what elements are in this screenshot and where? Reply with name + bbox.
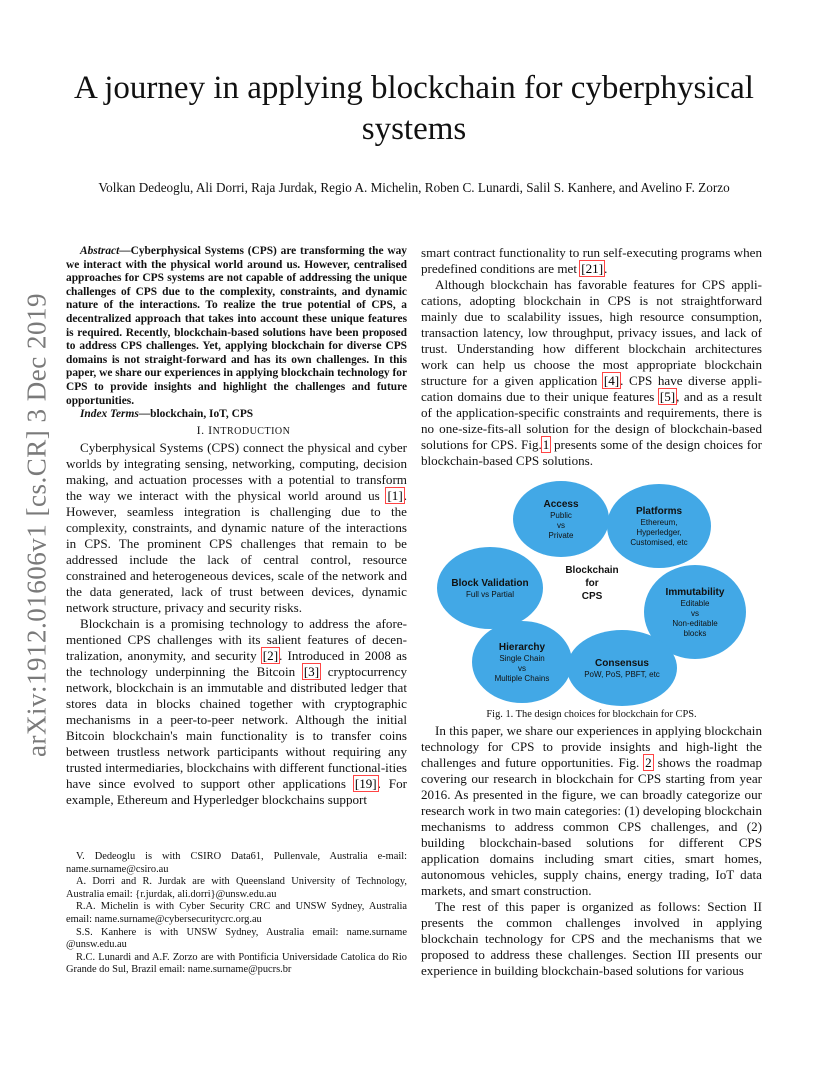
design-choice-bubble [607,484,711,568]
bubble-detail: PoW, PoS, PBFT, etc [584,670,660,679]
bubble-title: Consensus [595,658,649,669]
figure-caption: Fig. 1. The design choices for blockchain for CPS. [486,709,697,720]
bubble-detail: Public [550,511,572,520]
index-terms-text: —blockchain, IoT, CPS [138,408,254,421]
bubble-detail: vs [691,609,699,618]
index-terms [66,408,407,422]
footnote: V. Dedeoglu is with CSIRO Data61, Pullenvale, Australia e-mail: name.surname@csiro.au [66,851,407,875]
citation-link[interactable]: [1] [387,487,403,503]
bubble-title: Platforms [635,506,683,517]
bubble-detail: blocks [683,629,707,638]
figure-link[interactable]: 2 [645,755,652,770]
citation-link[interactable]: [21] [581,261,604,276]
bubble-detail: vs [557,521,565,530]
body-paragraph: Although blockchain has favorable features for CPS appli-cations, adopting blockchain in CPS is not straightforward mainly due to scalability issues, high resource consumption, transaction latency, low throughput, privacy issues, and lack of trust. Understanding how different blockchain architectures work can help us choose the most appropriate blockchain structure for a given application [4]. CPS have diverse appli-cation domains due to their unique features [5], and as a result of the application-specific constraints and requirements, there is no one-size-fits-all solution for the design of blockchain-based solutions for CPS. Fig.1 presents some of the design choices for blockchain-based CPS solutions. [421,277,762,468]
author-list: Volkan Dedeoglu, Ali Dorri, Raja Jurdak, Regio A. Michelin, Roben C. Lunardi, Salil S. Kanhere, and Avelino F. Zorzo [98,180,730,195]
citation-link[interactable]: [4] [603,373,620,388]
abstract-label: Abstract [80,245,120,257]
design-choice-bubble [567,630,677,706]
left-column [66,245,407,808]
title-line-1: A journey in applying blockchain for cyberphysical [74,70,754,106]
abstract [66,245,407,408]
abstract-text: —Cyberphysical Systems (CPS) are transforming the way we interact with the physical world around us. However, centralised approaches for CPS systems are not capable of addressing the unique challenges of CPS due to the complexity, constraints, and dynamic nature of the interactions. To realize the true potential of CPS, a decentralized approach that takes into account these unique features is required. Recently, blockchain-based solutions have been proposed to address CPS challenges. Yet, applying blockchain for diverse CPS domains is not straight-forward and has its own challenges. In this paper, we share our experiences in applying blockchain technology for CPS to provide insights and highlight the challenges and future opportunities. [66,245,407,407]
bubble-title: Access [543,499,579,510]
design-choice-bubble [472,621,572,703]
bubble-detail: Full vs Partial [465,590,515,599]
author-footnotes [66,851,407,977]
citation-link[interactable]: [5] [659,389,676,404]
footnote: R.A. Michelin is with Cyber Security CRC and UNSW Sydney, Australia email: name.surname@cybersecuritycrc.org.au [66,901,407,925]
bubble-detail: vs [518,664,526,673]
body-paragraph: smart contract functionality to run self-executing programs when predefined conditions are met [21]. [421,245,762,276]
bubble-detail: Single Chain [499,654,545,663]
section-heading-introduction: I. INTRODUCTION [196,422,291,437]
center-label: Blockchain [565,565,619,576]
arxiv-identifier: arXiv:1912.01606v1 [cs.CR] 3 Dec 2019 [21,293,52,757]
citation-link[interactable]: [3] [303,663,320,679]
footnote: S.S. Kanhere is with UNSW Sydney, Australia email: name.surname @unsw.edu.au [66,926,407,951]
bubble-title: Immutability [665,587,725,598]
footnote: A. Dorri and R. Jurdak are with Queensland University of Technology, Australia email: {r.jurdak, ali.dorri}@unsw.edu.au [66,876,407,900]
bubble-detail: Non-editable [672,619,718,628]
bubble-detail: Editable [680,599,710,608]
body-paragraph: The rest of this paper is organized as follows: Section II presents the common challenges involved in applying blockchain technology for CPS and the mechanisms that we proposed to address these challenges. Section III presents our experience in building blockchain-based solutions for various [421,899,762,978]
index-terms-label: Index Terms [80,408,139,421]
bubble-title: Hierarchy [498,642,546,653]
footnote: R.C. Lunardi and A.F. Zorzo are with Pontificia Universidade Catolica do Rio Grande do Sul, Brazil email: name.surname@pucrs.br [66,951,407,976]
body-paragraph: In this paper, we share our experiences in applying blockchain technology for CPS to provide insights and high-light the challenges and future opportunities. Fig. 2 shows the roadmap covering our research in blockchain for CPS starting from year 2016. As presented in the figure, we can broadly categorize our research work in two main categories: (1) developing blockchain mechanisms to address common CPS challenges, and (2) building blockchain-based solutions for different CPS application domains including smart cities, smart homes, autonomous vehicles, supply chains, energy trading, IoT data markets, and smart construction. [421,723,762,898]
bubble-detail: Customised, etc [630,538,688,547]
bubble-detail: Private [548,531,574,540]
title-line-2: systems [361,111,467,147]
bubble-detail: Ethereum, [640,518,678,527]
figure-link[interactable]: 1 [542,437,550,452]
design-choices-diagram [421,479,762,707]
intro-paragraph-2: Blockchain is a promising technology to address the afore-mentioned CPS challenges with its salient features of decen-tralization, anonymity, and security [2]. Introduced in 2008 as the technology underpinning the Bitcoin [3] cryptocurrency network, blockchain is an immutable and distributed ledger that stores data in blocks chained together with cryptographic mechanisms in a peer-to-peer network. Although the initial Bitcoin blockchain's main functionality is to transfer coins between trustless network participants without requiring any trusted intermediaries, blockchains with different functional-ities have since evolved to support other applications [19]. For example, Ethereum and Hyperledger blockchains support [66,615,407,807]
bubble-detail: Multiple Chains [494,674,550,683]
bubble-title: Block Validation [451,578,529,589]
paper-title [0,68,828,150]
figure-1 [421,479,762,707]
citation-link[interactable]: [19] [354,775,377,791]
citation-link[interactable]: [2] [262,647,279,663]
bubble-detail: Hyperledger, [636,528,682,537]
right-column [421,245,762,979]
design-choice-bubble [513,481,609,557]
center-label: CPS [581,591,603,602]
center-label: for [585,578,599,589]
intro-paragraph-1: Cyberphysical Systems (CPS) connect the physical and cyber worlds by integrating sensing, networking, computing, decision making, and actuation processes with a potential to transform the way we interact with the physical world around us [1]. However, seamless integration is challenging due to the complexity, constraints, and dynamic nature of the interactions in CPS. The prominent CPS challenges that remain to be addressed include the lack of central control, resource constrained and heterogeneous devices, scale of the network and the data generated, lack of trust between devices, dynamic network structure, privacy and security risks. [66,439,407,615]
design-choice-bubble [437,547,543,629]
